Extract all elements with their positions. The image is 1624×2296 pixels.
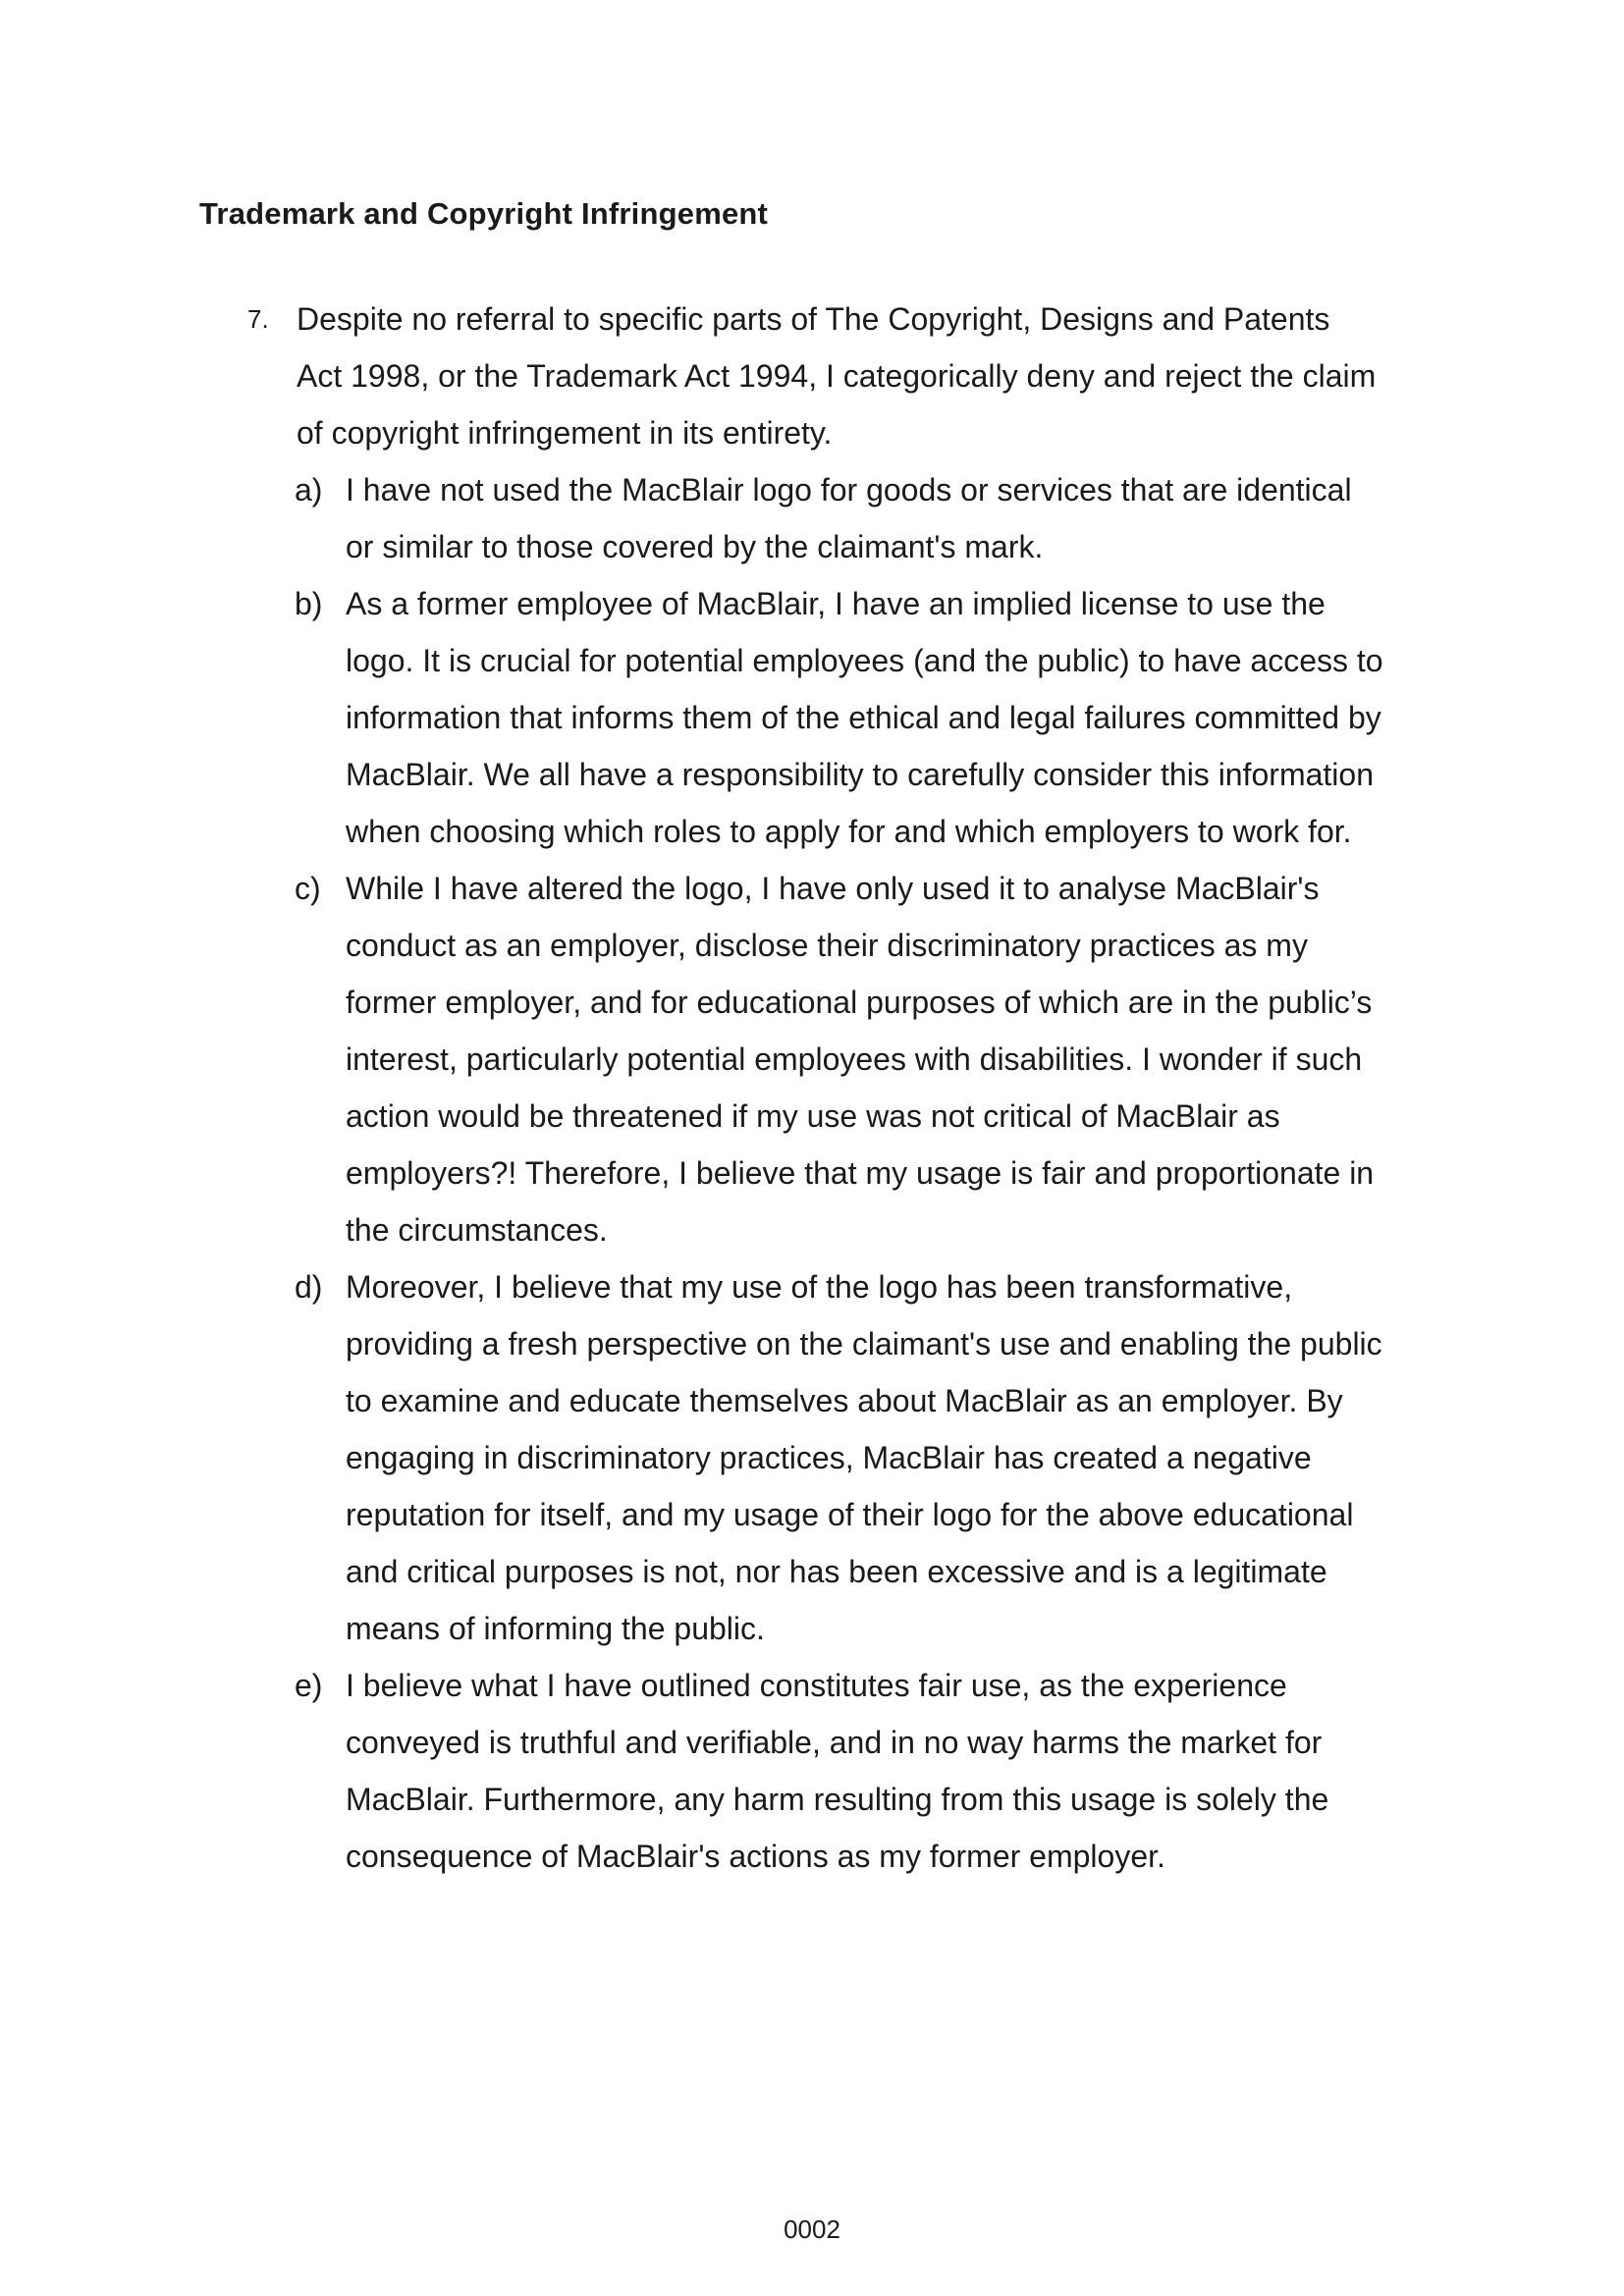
sub-item-text: Moreover, I believe that my use of the logo has been transformative, providing a fresh perspective on the claimant's use and enabling the public to examine and educate themselves about MacBlair as an employer. By engaging in discriminatory practices, MacBlair has created a negative reputation for itself, and my usage of their logo for the above educational and critical purposes is not, nor has been excessive and is a legitimate means of informing the public. [346, 1269, 1382, 1646]
sub-item-a [295, 461, 1453, 575]
sub-item-letter: e) [295, 1668, 323, 1703]
sub-item-e [295, 1657, 1453, 1885]
sub-item-text: I believe what I have outlined constitutes fair use, as the experience conveyed is truthful and verifiable, and in no way harms the market for MacBlair. Furthermore, any harm resulting from this usage is solely the consequence of MacBlair's actions as my former employer. [346, 1668, 1329, 1874]
section-heading: Trademark and Copyright Infringement [199, 196, 769, 231]
sub-item-text: I have not used the MacBlair logo for goods or services that are identical or similar to those covered by the claimant's mark. [346, 472, 1352, 564]
sub-item-letter: c) [295, 871, 321, 906]
sub-item-letter: a) [295, 472, 323, 507]
sub-item-d [295, 1258, 1453, 1657]
sub-item-c [295, 860, 1453, 1258]
paragraph-text: Despite no referral to specific parts of The Copyright, Designs and Patents Act 1998, or the Trademark Act 1994, I categorically deny and reject the claim of copyright infringement in its entirety. [297, 301, 1377, 451]
sub-item-b [295, 575, 1453, 860]
sub-item-letter: b) [295, 586, 323, 621]
sub-item-letter: d) [295, 1269, 323, 1305]
sub-item-text: While I have altered the logo, I have only used it to analyse MacBlair's conduct as an employer, disclose their discriminatory practices as my former employer, and for educational purposes of which are in the public’s interest, particularly potential employees with disabilities. I wonder if such action would be threatened if my use was not critical of MacBlair as employers?! Therefore, I believe that my usage is fair and proportionate in the circumstances. [346, 871, 1375, 1248]
sub-item-list [295, 461, 1453, 1885]
paragraph-number: 7. [247, 304, 269, 334]
sub-item-text: As a former employee of MacBlair, I have an implied license to use the logo. It is crucial for potential employees (and the public) to have access to information that informs them of the ethical and legal failures committed by MacBlair. We all have a responsibility to carefully consider this information when choosing which roles to apply for and which employers to work for. [346, 586, 1383, 849]
page-number: 0002 [784, 2215, 840, 2244]
